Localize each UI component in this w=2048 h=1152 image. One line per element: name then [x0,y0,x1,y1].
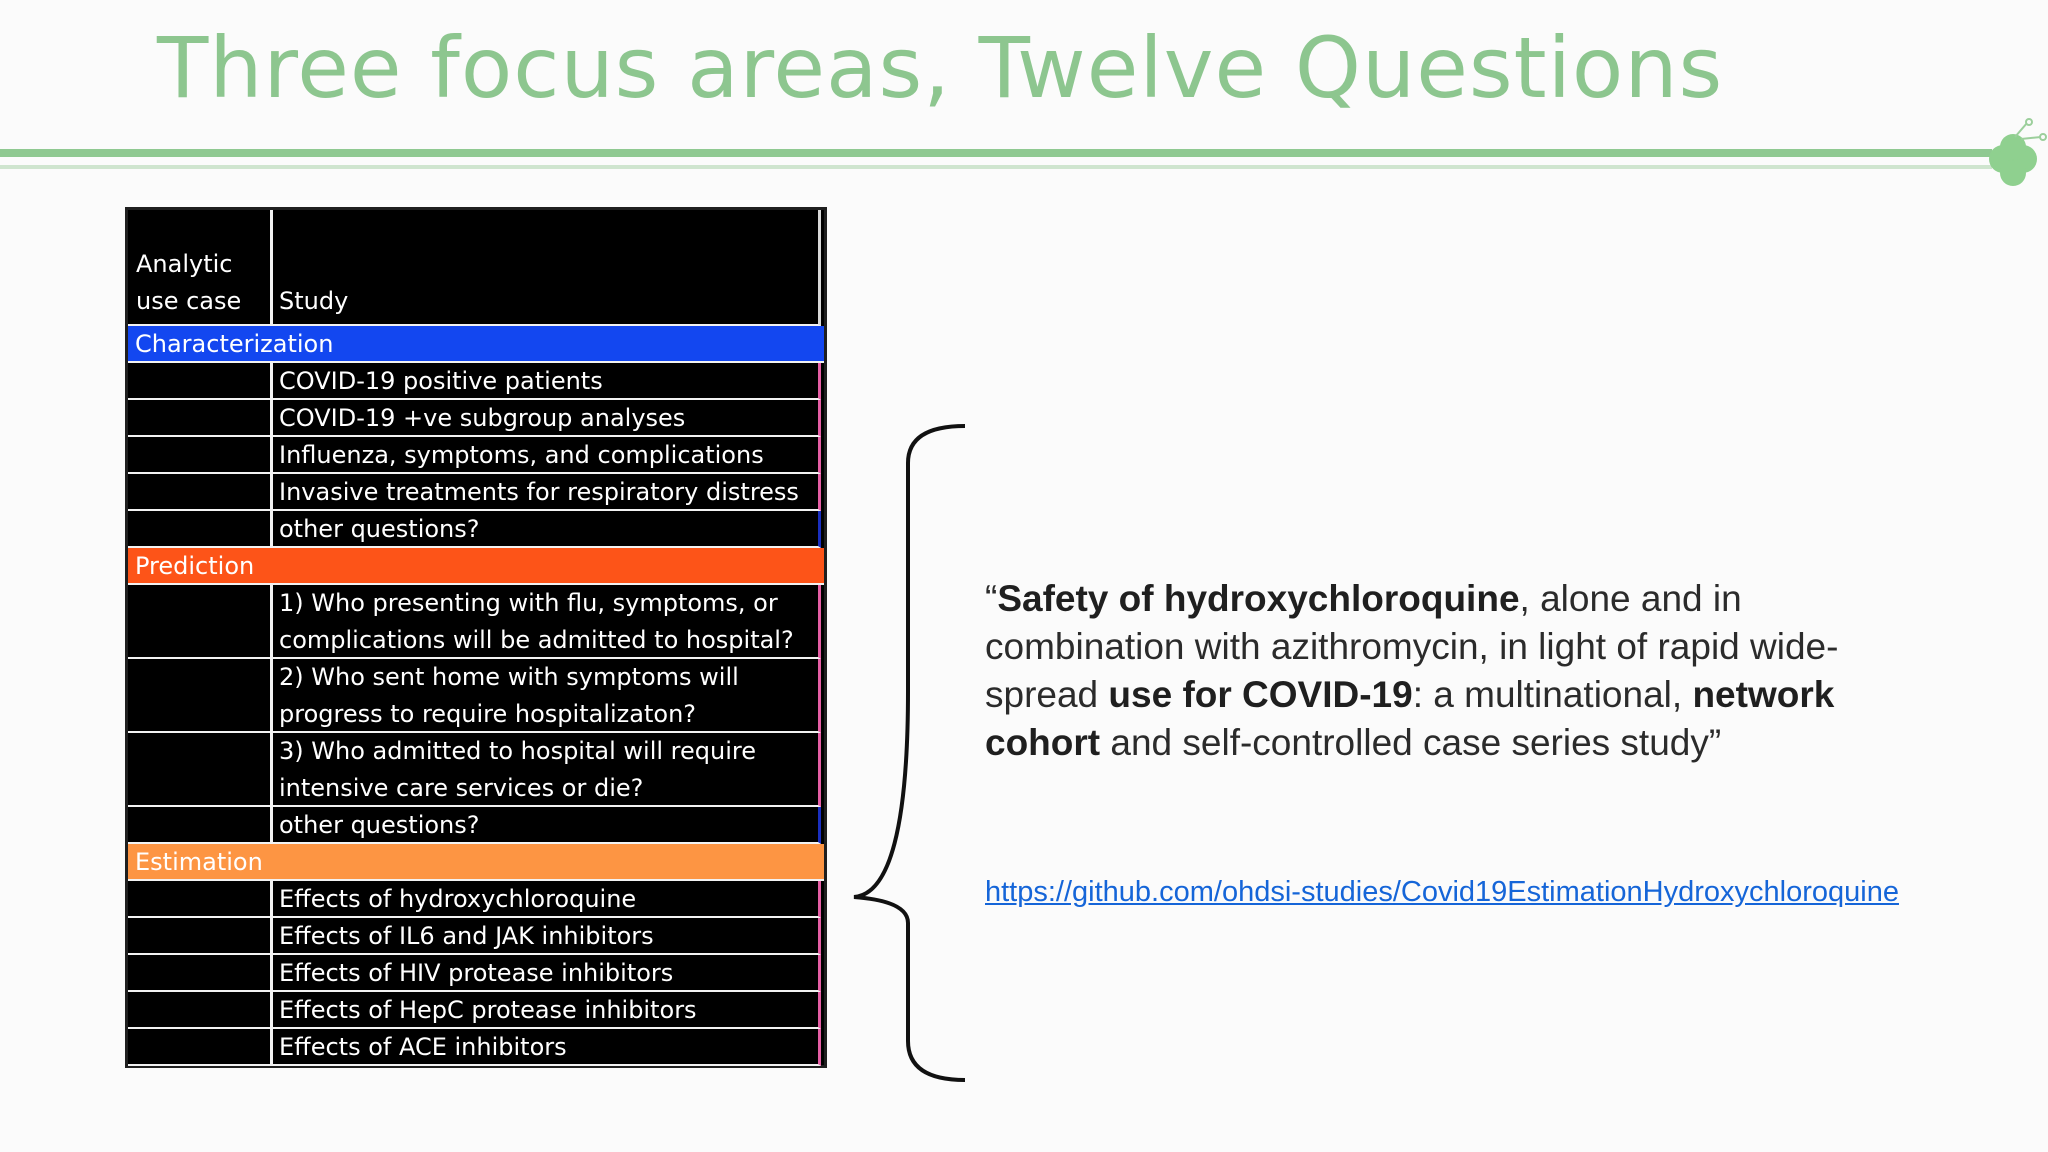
quote-text: and self-controlled case series study [1100,722,1709,763]
study-cell: Effects of ACE inhibitors [273,1029,821,1066]
section-characterization: Characterization [128,326,824,363]
analytic-use-case-table [125,207,827,1068]
table-row [128,363,824,400]
table-row [128,659,824,733]
table-row [128,1029,824,1066]
title-divider [0,149,1992,157]
section-estimation: Estimation [128,844,824,881]
table-row [128,733,824,807]
section-prediction: Prediction [128,548,824,585]
table-row [128,992,824,1029]
header-cell-use-case [128,210,273,326]
quote-emphasis-use: use for COVID-19 [1108,674,1413,715]
curly-brace [850,423,970,1083]
quote-open: “ [985,578,998,619]
study-cell: Effects of HepC protease inhibitors [273,992,821,1029]
study-cell: other questions? [273,807,821,844]
study-quote [985,575,1925,767]
study-cell: 3) Who admitted to hospital will require intensive care services or die? [273,733,821,807]
quote-emphasis-network: network cohort [985,674,1835,763]
study-cell: Effects of hydroxychloroquine [273,881,821,918]
title-divider-shadow [0,165,1992,169]
study-cell: Influenza, symptoms, and complications [273,437,821,474]
table-row [128,400,824,437]
header-study-label: Study [279,287,349,315]
github-study-link[interactable]: https://github.com/ohdsi-studies/Covid19EstimationHydroxychloroquine [985,876,1899,908]
table-row [128,474,824,511]
table-row [128,511,824,548]
table-row [128,918,824,955]
slide-title: Three focus areas, Twelve Questions [157,19,1724,117]
quote-text: : a multinational, [1412,674,1693,715]
quote-text: , alone and in combination with azithromycin, in light of rapid wide-spread [985,578,1839,715]
study-cell: other questions? [273,511,821,548]
study-cell: 2) Who sent home with symptoms will progress to require hospitalizaton? [273,659,821,733]
clover-icon [1975,115,2048,205]
table-header-row [128,210,824,326]
study-cell: 1) Who presenting with flu, symptoms, or complications will be admitted to hospital? [273,585,821,659]
quote-close: ” [1708,722,1722,763]
header-use-case-label: Analytic use case [136,250,242,315]
table-row [128,585,824,659]
quote-emphasis-safety: Safety of hydroxychloroquine [997,578,1520,619]
table-row [128,437,824,474]
study-cell: Effects of IL6 and JAK inhibitors [273,918,821,955]
header-cell-study [273,210,821,326]
table-row [128,807,824,844]
study-cell: COVID-19 positive patients [273,363,821,400]
table-row [128,955,824,992]
study-cell: Invasive treatments for respiratory distress [273,474,821,511]
study-cell: Effects of HIV protease inhibitors [273,955,821,992]
table-row [128,881,824,918]
study-cell: COVID-19 +ve subgroup analyses [273,400,821,437]
